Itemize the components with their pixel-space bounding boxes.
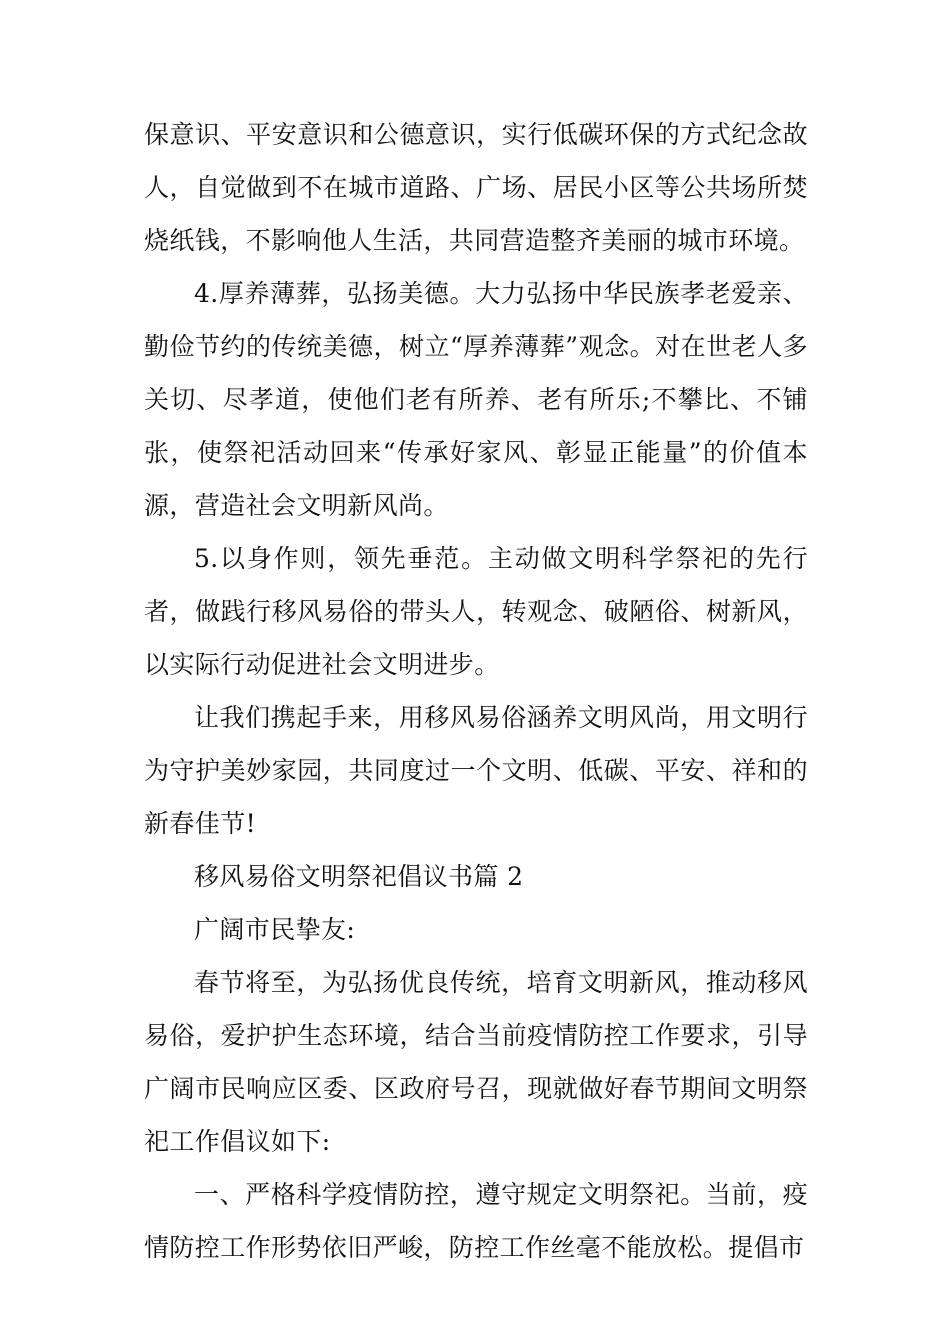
paragraph-closing-appeal: 让我们携起手来，用移风易俗涵养文明风尚，用文明行为守护美妙家园，共同度过一个文明、低碳、平安、祥和的新春佳节! [144,703,808,838]
section-title-2: 移风易俗文明祭祀倡议书篇 2 [194,862,524,891]
document-body [144,108,808,1274]
paragraph-item-4: 4.厚养薄葬，弘扬美德。大力弘扬中华民族孝老爱亲、勤俭节约的传统美德，树立“厚养薄葬”观念。对在世老人多关切、尽孝道，使他们老有所养、老有所乐;不攀比、不铺张，使祭祀活动回来“传承好家风、彰显正能量”的价值本源，营造社会文明新风尚。 [144,279,808,520]
paragraph-intro: 春节将至，为弘扬优良传统，培育文明新风，推动移风易俗，爱护护生态环境，结合当前疫情防控工作要求，引导广阔市民响应区委、区政府号召，现就做好春节期间文明祭祀工作倡议如下: [144,968,808,1156]
salutation: 广阔市民挚友: [194,915,356,944]
paragraph-environment-continued: 保意识、平安意识和公德意识，实行低碳环保的方式纪念故人，自觉做到不在城市道路、广场、居民小区等公共场所焚烧纸钱，不影响他人生活，共同营造整齐美丽的城市环境。 [144,120,808,255]
paragraph-item-5: 5.以身作则，领先垂范。主动做文明科学祭祀的先行者，做践行移风易俗的带头人，转观念、破陋俗、树新风，以实际行动促进社会文明进步。 [144,544,808,679]
paragraph-point-1: 一、严格科学疫情防控，遵守规定文明祭祀。当前，疫情防控工作形势依旧严峻，防控工作丝毫不能放松。提倡市 [144,1180,808,1262]
